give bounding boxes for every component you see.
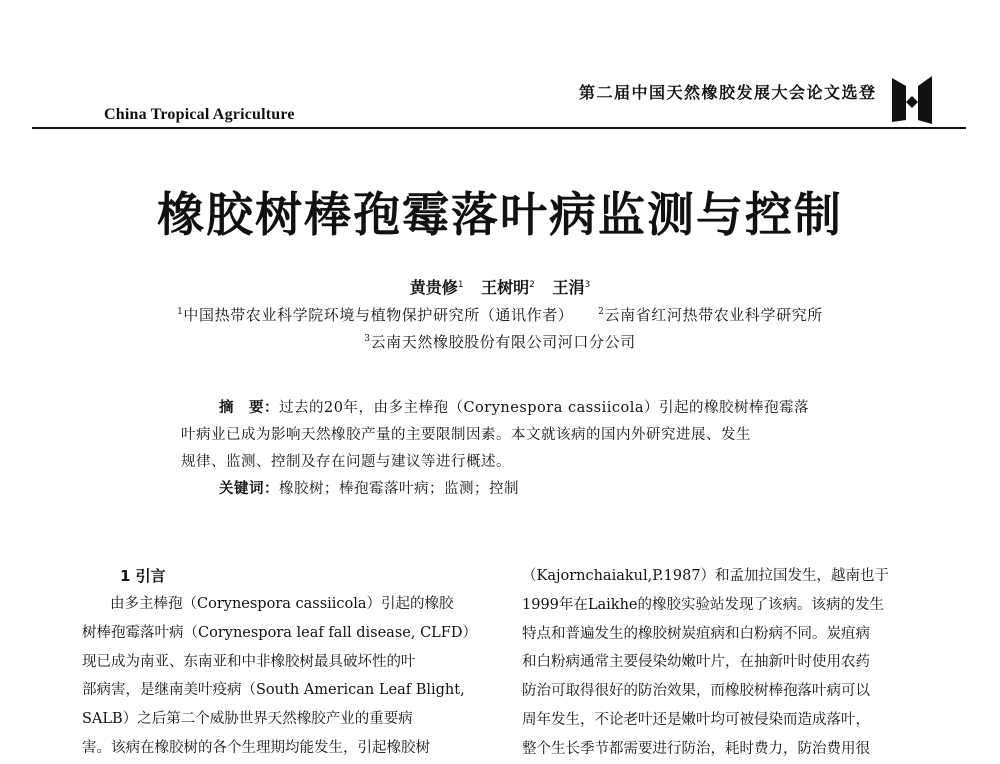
body-line: 树棒孢霉落叶病（Corynespora leaf fall disease, CLFD）: [82, 624, 477, 641]
abstract-line: 规律、监测、控制及存在问题与建议等进行概述。: [181, 454, 511, 470]
author-mark: 3: [584, 280, 591, 290]
author-mark: 2: [529, 280, 535, 290]
body-line: SALB）之后第二个威胁世界天然橡胶产业的重要病: [82, 711, 413, 728]
affiliation-3: 云南天然橡胶股份有限公司河口分公司: [370, 333, 636, 351]
affiliation-line-2: [0, 331, 1000, 352]
abstract-text: 过去的20年，由多主棒孢（Corynespora cassiicola）引起的橡胶树棒孢霉落: [279, 400, 810, 416]
abstract-line: [181, 395, 841, 422]
body-line: （Kajornchaiakul,P.1987）和孟加拉国发生，越南也于: [522, 568, 890, 584]
abstract-block: [181, 395, 841, 503]
affiliation-line-1: [0, 304, 1000, 325]
keywords-line: [181, 476, 841, 503]
body-line: 整个生长季节都需要进行防治，耗时费力，防治费用很: [522, 740, 870, 757]
affiliation-mark: 2: [598, 307, 605, 317]
author-name: 王树明: [481, 278, 530, 297]
keywords-text: 橡胶树；棒孢霉落叶病；监测；控制: [279, 481, 519, 497]
section-heading: 1 引言: [120, 567, 166, 585]
body-line: 周年发生，不论老叶还是嫩叶均可被侵染而造成落叶，: [522, 711, 870, 728]
body-line: 害。该病在橡胶树的各个生理期均能发生，引起橡胶树: [82, 739, 430, 756]
body-line: 特点和普遍发生的橡胶树炭疽病和白粉病不同。炭疽病: [522, 625, 870, 642]
body-line: 现已成为南亚、东南亚和中非橡胶树最具破坏性的叶: [82, 653, 416, 670]
affiliation-2: 云南省红河热带农业科学研究所: [604, 306, 823, 324]
body-line: 由多主棒孢（Corynespora cassiicola）引起的橡胶: [110, 596, 454, 612]
author-list: [0, 275, 1000, 298]
author-mark: 1: [457, 280, 464, 290]
body-column-right: [522, 562, 924, 764]
affiliation-1: 中国热带农业科学院环境与植物保护研究所（通讯作者）: [183, 306, 574, 324]
journal-logo-icon: [890, 74, 934, 130]
body-line: 1999年在Laikhe的橡胶实验站发现了该病。该病的发生: [522, 596, 885, 613]
author-name: 王涓: [552, 278, 585, 297]
body-line: 和白粉病通常主要侵染幼嫩叶片，在抽新叶时使用农药: [522, 654, 870, 671]
body-column-left: [82, 562, 484, 763]
author-name: 黄贵修: [409, 278, 458, 297]
body-line: 部病害，是继南美叶疫病（South American Leaf Blight,: [82, 682, 465, 699]
paper-title: 橡胶树棒孢霉落叶病监测与控制: [157, 188, 843, 243]
series-title: 第二届中国天然橡胶发展大会论文选登: [579, 83, 877, 102]
body-line: 防治可取得很好的防治效果，而橡胶树棒孢落叶病可以: [522, 683, 870, 700]
header-rule: [32, 127, 966, 129]
abstract-label: 摘 要：: [219, 400, 279, 416]
journal-name: China Tropical Agriculture: [104, 106, 295, 123]
abstract-line: 叶病业已成为影响天然橡胶产量的主要限制因素。本文就该病的国内外研究进展、发生: [181, 427, 751, 443]
affiliation-mark: 3: [364, 334, 371, 344]
keywords-label: 关键词：: [219, 481, 279, 497]
affiliation-mark: 1: [177, 307, 184, 317]
